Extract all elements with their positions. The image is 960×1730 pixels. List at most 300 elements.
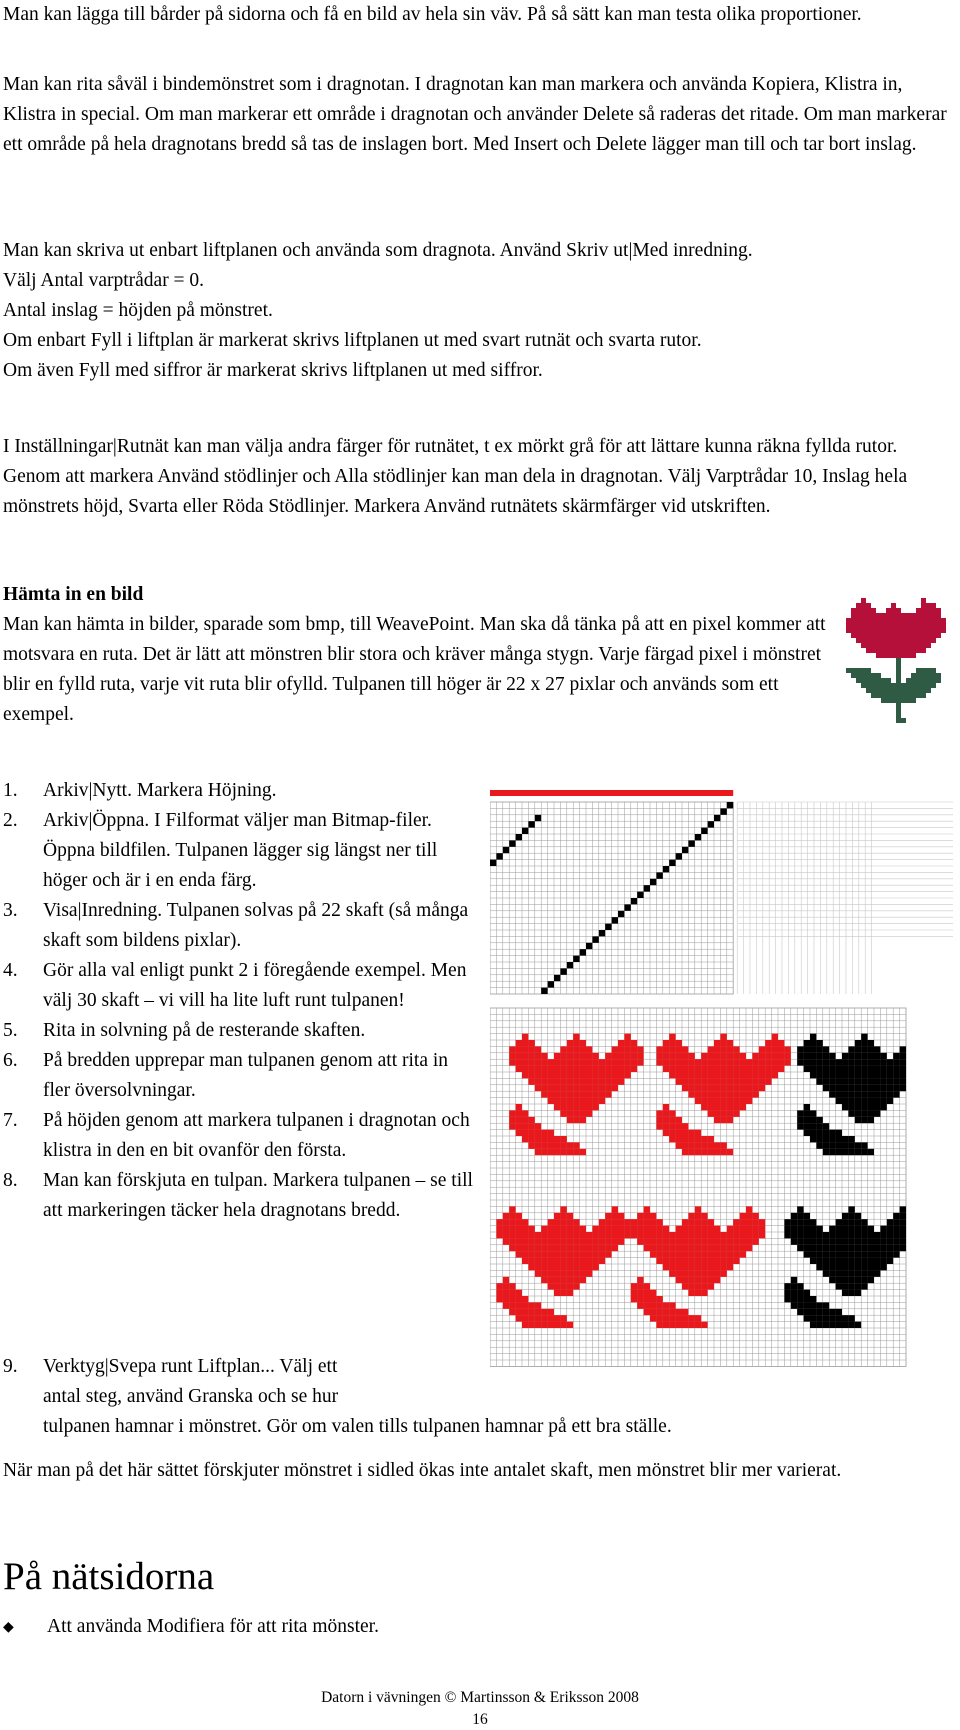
tulip-pixel [896,668,901,673]
drawdown-cell [554,1322,560,1328]
drawdown-cell [522,1322,528,1328]
drawdown-cell [900,1066,906,1072]
drawdown-cell [791,1283,797,1289]
tulip-pixel [911,623,916,628]
drawdown-cell [701,1078,707,1084]
drawdown-cell [874,1059,880,1065]
tulip-pixel [861,673,866,678]
drawdown-cell [624,1059,630,1065]
drawdown-cell [580,1117,586,1123]
drawdown-cell [586,1264,592,1270]
drawdown-cell [855,1085,861,1091]
drawdown-cell [554,1213,560,1219]
drawdown-cell [842,1219,848,1225]
drawdown-cell [695,1232,701,1238]
drawdown-cell [669,1059,675,1065]
drawdown-cell [829,1136,835,1142]
drawdown-cell [535,1309,541,1315]
drawdown-cell [887,1085,893,1091]
drawdown-cell [516,1302,522,1308]
tulip-pixel [896,713,901,718]
tulip-pixel [926,673,931,678]
tulip-pixel [881,653,886,658]
drawdown-cell [592,1066,598,1072]
drawdown-cell [880,1078,886,1084]
drawdown-cell [516,1123,522,1129]
drawdown-cell [823,1085,829,1091]
drawdown-cell [848,1072,854,1078]
drawdown-cell [560,1226,566,1232]
drawdown-cell [765,1053,771,1059]
drawdown-cell [842,1290,848,1296]
drawdown-cell [797,1053,803,1059]
drawdown-cell [599,1219,605,1225]
drawdown-cell [548,1270,554,1276]
drawdown-cell [535,1232,541,1238]
drawdown-cell [861,1066,867,1072]
drawdown-cell [708,1066,714,1072]
drawdown-cell [605,1213,611,1219]
drawdown-cell [695,1238,701,1244]
drawdown-cell [528,1066,534,1072]
drawdown-cell [541,1072,547,1078]
drawdown-cell [669,1258,675,1264]
drawdown-cell [900,1226,906,1232]
drawdown-cell [810,1251,816,1257]
drawdown-cell [708,1091,714,1097]
tulip-pixel [866,678,871,683]
tulip-pixel [881,643,886,648]
drawdown-cell [554,1315,560,1321]
drawdown-cell [733,1219,739,1225]
drawdown-cell [848,1053,854,1059]
tulip-pixel [936,618,941,623]
drawdown-cell [868,1104,874,1110]
drawdown-cell [567,1040,573,1046]
drawdown-cell [797,1123,803,1129]
drawdown-cell [592,1053,598,1059]
drawdown-cell [612,1219,618,1225]
tulip-pixel [931,673,936,678]
drawdown-cell [560,1136,566,1142]
drawdown-cell [516,1232,522,1238]
drawdown-cell [848,1206,854,1212]
drawdown-cell [586,1238,592,1244]
drawdown-cell [618,1226,624,1232]
drawdown-cell [727,1066,733,1072]
drawdown-cell [509,1309,515,1315]
drawdown-cell [740,1091,746,1097]
text-line: Man kan skriva ut enbart liftplanen och använda som dragnota. Använd Skriv ut|Med inredning. [3,240,753,261]
tulip-pixel [906,613,911,618]
drawdown-cell [791,1238,797,1244]
drawdown-cell [836,1277,842,1283]
drawdown-cell [733,1245,739,1251]
drawdown-cell [688,1085,694,1091]
tulip-pixel [916,683,921,688]
tulip-pixel [886,608,891,613]
drawdown-cell [605,1091,611,1097]
drawdown-cell [727,1059,733,1065]
drawdown-cell [880,1072,886,1078]
drawdown-cell [580,1110,586,1116]
drawdown-cell [535,1322,541,1328]
tulip-pixel [906,693,911,698]
drawdown-cell [554,1142,560,1148]
drawdown-cell [663,1059,669,1065]
drawdown-cell [586,1258,592,1264]
drawdown-cell [695,1270,701,1276]
drawdown-cell [516,1226,522,1232]
drawdown-cell [605,1053,611,1059]
tulip-pixel [886,653,891,658]
tulip-pixel [856,668,861,673]
drawdown-cell [573,1046,579,1052]
threading-mark [554,975,560,981]
drawdown-cell [605,1085,611,1091]
tulip-pixel [901,648,906,653]
drawdown-cell [554,1226,560,1232]
drawdown-cell [637,1283,643,1289]
drawdown-cell [874,1251,880,1257]
tulip-pixel [926,683,931,688]
drawdown-cell [669,1264,675,1270]
text-line: Välj Antal varptrådar = 0. [3,270,205,291]
drawdown-cell [893,1078,899,1084]
drawdown-cell [900,1053,906,1059]
drawdown-cell [548,1142,554,1148]
threading-mark [669,860,675,866]
drawdown-cell [816,1053,822,1059]
drawdown-cell [740,1066,746,1072]
tulip-pixel [896,708,901,713]
tulip-pixel [886,688,891,693]
tulip-pixel [881,693,886,698]
tulip-pixel [861,613,866,618]
tulip-pixel [916,638,921,643]
drawdown-cell [656,1238,662,1244]
drawdown-cell [708,1245,714,1251]
tulip-pixel [921,598,926,603]
drawdown-cell [810,1053,816,1059]
drawdown-cell [509,1238,515,1244]
tulip-pixel [926,643,931,648]
drawdown-cell [573,1238,579,1244]
drawdown-cell [554,1098,560,1104]
drawdown-cell [503,1232,509,1238]
drawdown-cell [810,1072,816,1078]
tulip-pixel [896,658,901,663]
drawdown-cell [605,1251,611,1257]
tulip-pixel [941,618,946,623]
drawdown-cell [759,1066,765,1072]
drawdown-cell [592,1264,598,1270]
drawdown-cell [842,1226,848,1232]
drawdown-cell [580,1251,586,1257]
drawdown-cell [644,1213,650,1219]
drawdown-cell [842,1059,848,1065]
threading-mark [631,898,637,904]
drawdown-cell [586,1059,592,1065]
drawdown-cell [599,1059,605,1065]
drawdown-cell [816,1226,822,1232]
drawdown-cell [522,1072,528,1078]
drawdown-cell [663,1302,669,1308]
drawdown-cell [624,1232,630,1238]
drawdown-cell [720,1245,726,1251]
drawdown-cell [548,1130,554,1136]
drawdown-cell [868,1149,874,1155]
tulip-pixel [856,618,861,623]
drawdown-cell [560,1245,566,1251]
drawdown-cell [733,1238,739,1244]
drawdown-cell [535,1315,541,1321]
drawdown-cell [855,1251,861,1257]
drawdown-cell [797,1296,803,1302]
drawdown-cell [554,1258,560,1264]
drawdown-cell [861,1270,867,1276]
drawdown-cell [778,1046,784,1052]
drawdown-cell [720,1258,726,1264]
list-item [3,956,478,1016]
drawdown-cell [528,1226,534,1232]
drawdown-cell [720,1232,726,1238]
drawdown-cell [900,1078,906,1084]
threading-mark [490,860,496,866]
threading-mark [548,981,554,987]
step-number: 9. [3,1356,18,1377]
drawdown-cell [720,1078,726,1084]
drawdown-cell [842,1315,848,1321]
drawdown-cell [496,1219,502,1225]
drawdown-cell [804,1302,810,1308]
drawdown-cell [599,1091,605,1097]
drawdown-cell [791,1213,797,1219]
drawdown-cell [791,1302,797,1308]
drawdown-cell [810,1322,816,1328]
drawdown-cell [618,1232,624,1238]
drawdown-cell [541,1251,547,1257]
drawdown-cell [631,1232,637,1238]
text-line: antal steg, använd Granska och se hur [43,1386,339,1407]
drawdown-cell [688,1053,694,1059]
drawdown-cell [573,1219,579,1225]
tulip-pixel [931,628,936,633]
drawdown-cell [541,1258,547,1264]
drawdown-cell [714,1066,720,1072]
drawdown-cell [656,1046,662,1052]
drawdown-cell [746,1245,752,1251]
drawdown-cell [810,1059,816,1065]
tulip-pixel [881,683,886,688]
drawdown-cell [644,1296,650,1302]
tulip-pixel [896,638,901,643]
drawdown-cell [733,1078,739,1084]
drawdown-cell [554,1283,560,1289]
drawdown-cell [880,1059,886,1065]
drawdown-cell [669,1072,675,1078]
drawdown-cell [893,1053,899,1059]
drawdown-cell [720,1046,726,1052]
drawdown-cell [592,1072,598,1078]
drawdown-cell [720,1149,726,1155]
drawdown-cell [548,1136,554,1142]
drawdown-cell [522,1309,528,1315]
drawdown-cell [829,1130,835,1136]
drawdown-cell [708,1251,714,1257]
drawdown-cell [522,1110,528,1116]
drawdown-cell [516,1213,522,1219]
drawdown-cell [791,1290,797,1296]
drawdown-cell [816,1072,822,1078]
drawdown-cell [861,1053,867,1059]
drawdown-cell [874,1264,880,1270]
drawdown-cell [637,1277,643,1283]
tulip-pixel [866,638,871,643]
drawdown-cell [644,1232,650,1238]
drawdown-cell [816,1059,822,1065]
tulip-pixel [886,643,891,648]
drawdown-cell [573,1034,579,1040]
drawdown-cell [740,1078,746,1084]
drawdown-cell [714,1110,720,1116]
tulip-pixel [926,613,931,618]
threading-strip [490,790,733,796]
drawdown-cell [816,1130,822,1136]
drawdown-cell [541,1059,547,1065]
drawdown-cell [727,1226,733,1232]
drawdown-cell [816,1066,822,1072]
drawdown-cell [682,1053,688,1059]
tulip-pixel [866,603,871,608]
drawdown-cell [810,1110,816,1116]
tulip-pixel [906,618,911,623]
tulip-pixel [916,648,921,653]
drawdown-cell [631,1283,637,1289]
drawdown-cell [848,1046,854,1052]
drawdown-cell [868,1258,874,1264]
drawdown-cell [765,1046,771,1052]
tulip-pixel [911,628,916,633]
tulip-pixel [856,673,861,678]
drawdown-cell [810,1130,816,1136]
drawdown-cell [701,1238,707,1244]
drawdown-cell [880,1258,886,1264]
drawdown-cell [688,1059,694,1065]
drawdown-cell [829,1232,835,1238]
drawdown-cell [842,1091,848,1097]
drawdown-cell [535,1270,541,1276]
drawdown-cell [855,1264,861,1270]
drawdown-cell [893,1219,899,1225]
threading-mark [695,834,701,840]
drawdown-cell [548,1149,554,1155]
threading-mark [663,866,669,872]
tulip-pixel [886,618,891,623]
drawdown-cell [701,1270,707,1276]
list-item [3,1106,478,1166]
tulip-pixel [911,678,916,683]
drawdown-cell [573,1251,579,1257]
drawdown-cell [797,1110,803,1116]
drawdown-cell [804,1251,810,1257]
drawdown-cell [599,1098,605,1104]
tulip-pixel [896,688,901,693]
drawdown-cell [605,1072,611,1078]
drawdown-cell [663,1123,669,1129]
drawdown-cell [708,1046,714,1052]
drawdown-cell [554,1066,560,1072]
drawdown-cell [823,1046,829,1052]
drawdown-cell [554,1264,560,1270]
drawdown-cell [727,1238,733,1244]
tulip-pixel [901,688,906,693]
drawdown-cell [516,1104,522,1110]
drawdown-cell [900,1245,906,1251]
drawdown-cell [516,1130,522,1136]
drawdown-cell [573,1091,579,1097]
drawdown-cell [567,1264,573,1270]
tulip-pixel [916,688,921,693]
drawdown-cell [535,1245,541,1251]
drawdown-cell [848,1066,854,1072]
tulip-pixel [911,648,916,653]
drawdown-cell [573,1226,579,1232]
tulip-pixel [891,608,896,613]
step-text: Visa|Inredning. Tulpanen solvas på 22 skaft (så många skaft som bildens pixlar). [43,900,469,951]
list-item [3,776,478,806]
drawdown-cell [695,1315,701,1321]
drawdown-cell [727,1098,733,1104]
tulip-pixel [916,613,921,618]
drawdown-cell [893,1251,899,1257]
drawdown-cell [848,1232,854,1238]
drawdown-cell [554,1085,560,1091]
drawdown-cell [573,1142,579,1148]
tulip-pixel [931,603,936,608]
drawdown-cell [618,1078,624,1084]
drawdown-cell [836,1130,842,1136]
drawdown-cell [669,1130,675,1136]
threading-mark [650,879,656,885]
drawdown-cell [887,1078,893,1084]
tulip-pixel [871,633,876,638]
drawdown-cell [855,1238,861,1244]
drawdown-cell [701,1066,707,1072]
tulip-pixel [911,638,916,643]
drawdown-cell [650,1238,656,1244]
drawdown-cell [791,1296,797,1302]
drawdown-cell [746,1091,752,1097]
drawdown-cell [503,1277,509,1283]
tulip-pixel [856,633,861,638]
drawdown-cell [612,1078,618,1084]
tulip-pixel [856,613,861,618]
drawdown-cell [560,1110,566,1116]
drawdown-cell [829,1322,835,1328]
drawdown-cell [541,1130,547,1136]
drawdown-cell [676,1258,682,1264]
drawdown-cell [804,1309,810,1315]
drawdown-cell [701,1264,707,1270]
drawdown-cell [637,1053,643,1059]
drawdown-cell [541,1270,547,1276]
drawdown-cell [701,1059,707,1065]
drawdown-cell [528,1072,534,1078]
drawdown-cell [874,1258,880,1264]
drawdown-cell [695,1219,701,1225]
tulip-pixel [931,608,936,613]
